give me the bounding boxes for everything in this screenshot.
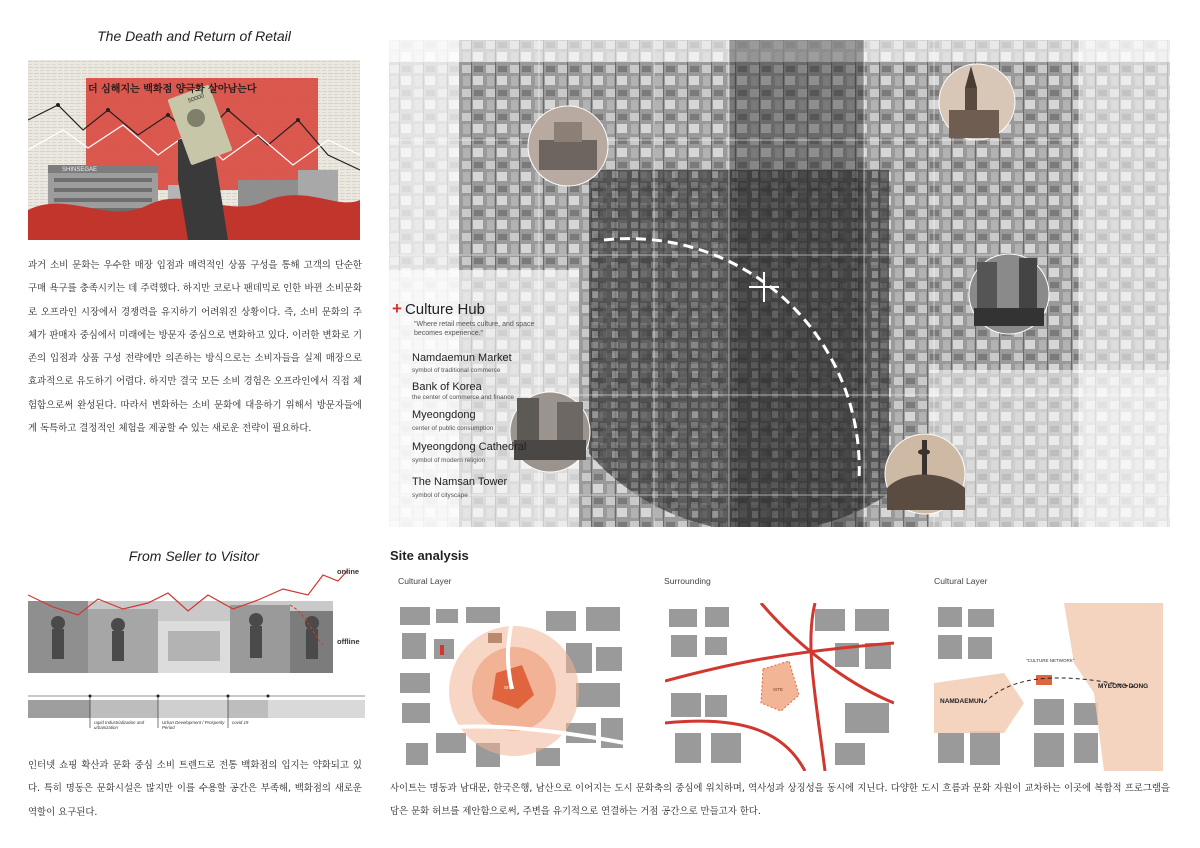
legend-item-desc: center of public consumption (412, 425, 494, 433)
legend-item-name: Namdaemun Market (412, 352, 512, 364)
place-label-myeongdong: MYEONG DONG (1098, 683, 1149, 690)
legend-item-name: The Namsan Tower (412, 475, 508, 488)
legend-item-cathedral (412, 441, 552, 464)
seller-visitor-paragraph: 인터넷 쇼핑 확산과 문화 중심 소비 트렌드로 전통 백화점의 입지는 약화되고 있다. 특히 명동은 문화시설은 많지만 이를 수용할 공간은 부족해, 백화점의 새로운 역할이 요구된다. (28, 760, 362, 818)
intro-paragraph: 과거 소비 문화는 우수한 매장 입점과 매력적인 상품 구성을 통해 고객의 단순한 구매 욕구를 충족시키는 데 주력했다. 하지만 코로나 팬데믹로 인한 바뀐 소비문화로 오프라인 시장에서 경쟁력을 유지하기 어려워진 상황이다. 즉, 소비 문화의 주체가 판매자 중심에서 미래에는 방문자 중심으로 변화하고 있다. 이러한 변화로 기존의 입점과 상품 구성 전략에만 의존하는 방식으로는 소비자들을 실제 매장으로 효과적으로 유도하기 어렵다. 하지만 결국 모든 소비 경험은 오프라인에서 직접 체험함으로써 완성된다. 따라서 변화하는 소비 문화에 대응하기 위해서 방문자들에게 독특하고 결정적인 체험을 제공할 수 있는 새로운 전략이 필요하다. (28, 260, 362, 435)
banknote-value: 50000 (187, 93, 206, 105)
section-title-seller-visitor: From Seller to Visitor (128, 548, 260, 564)
legend-item-myeongdong (412, 409, 552, 432)
legend-item-desc: symbol of modern religion (412, 456, 486, 464)
section-title-death-return: The Death and Return of Retail (97, 28, 291, 44)
legend-item-desc: symbol of traditional commerce (412, 367, 501, 374)
culture-hub-title: Culture Hub (404, 301, 485, 318)
label-online: online (337, 567, 360, 576)
culture-hub-quote: "Where retail meets culture, and space becomes experience." (414, 321, 535, 337)
legend-item-name: Myeongdong Cathedral (412, 440, 527, 453)
site-analysis-paragraph: 사이트는 명동과 남대문, 한국은행, 남산으로 이어지는 도시 문화축의 중심에 위치하며, 역사성과 상징성을 동시에 지닌다. 다양한 도시 흐름과 문화 자원이 교차하는 이곳에 복합적 프로그램을 담은 문화 허브를 제안함으로써, 주변을 유기적으로 연결하는 거점 공간으로 만들고자 한다. (390, 783, 1170, 818)
timeline-caption: rapid Industrialization and urbanization (94, 720, 145, 730)
legend-item-name: Myeongdong (412, 409, 476, 422)
retail-collage-image (28, 60, 360, 240)
site-label: SITE (504, 685, 515, 690)
legend-item-namdaemun (412, 352, 552, 374)
legend-item-bank-of-korea (412, 381, 552, 401)
timeline-caption: covid 19 (232, 720, 249, 725)
timeline-caption: Urban Development / Prosperity Period (162, 720, 225, 730)
culture-hub-legend (392, 299, 552, 499)
online-offline-collage-image (28, 565, 365, 675)
legend-item-name: Bank of Korea (412, 381, 482, 394)
site-analysis-title: Site analysis (390, 548, 469, 563)
history-timeline-image (28, 692, 365, 738)
culture-network-label: "CULTURE NETWORK" (1026, 658, 1075, 663)
map-label-cultural-layer-2: Cultural Layer (934, 576, 988, 586)
site-label: SITE (773, 687, 784, 692)
legend-item-desc: the center of commerce and finance (412, 394, 514, 402)
site-map-cultural-layer (396, 603, 625, 771)
plus-icon: + (392, 299, 402, 318)
map-label-surrounding: Surrounding (664, 576, 711, 586)
site-map-culture-network (934, 603, 1163, 771)
legend-item-desc: symbol of cityscape (412, 491, 468, 499)
legend-item-namsan-tower (412, 476, 552, 499)
site-map-surrounding (665, 603, 894, 771)
map-label-cultural-layer-1: Cultural Layer (398, 576, 452, 586)
place-label-namdaemun: NAMDAEMUN (940, 698, 984, 705)
label-offline: offline (337, 637, 360, 646)
store-sign: SHINSEGAE (62, 167, 98, 173)
collage-headline: 더 심해지는 백화점 양극화 살아남는다 (88, 84, 257, 95)
